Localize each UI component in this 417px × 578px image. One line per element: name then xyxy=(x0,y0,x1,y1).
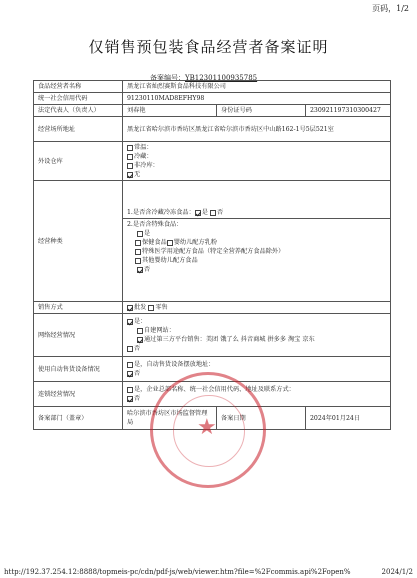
chain-label: 连锁经营情况 xyxy=(34,382,123,407)
checkbox-checked[interactable] xyxy=(127,396,133,402)
checkbox[interactable] xyxy=(127,346,133,352)
address-label: 经营场所地址 xyxy=(34,117,123,142)
category-label: 经营种类 xyxy=(34,181,123,302)
record-number: 备案编号：YB12301100935785 xyxy=(150,74,258,82)
dept-name: 哈尔滨市香坊区市场监督管理局 xyxy=(123,407,217,430)
category-content: 1.是否含冷藏冷冻食品： 是 否 2.是否含特殊食品： 是 保健食品 婴幼儿配方乳粉 特殊医学用途配方食品（特定全营养配方食品除外） 其他婴幼儿配方食品 否 xyxy=(123,181,391,302)
checkbox[interactable] xyxy=(148,305,154,311)
checkbox-checked[interactable] xyxy=(127,371,133,377)
checkbox[interactable] xyxy=(135,258,141,264)
footer-date: 2024/1/2 xyxy=(381,568,413,576)
checkbox[interactable] xyxy=(127,163,133,169)
star-icon: ★ xyxy=(197,415,217,440)
date-label: 备案日期 xyxy=(217,407,306,430)
legal-rep-label: 法定代表人（负责人） xyxy=(34,105,123,117)
warehouse-options: 常温： 冷藏： 非冷库： 无 xyxy=(123,142,391,181)
checkbox[interactable] xyxy=(135,240,141,246)
dept-label: 备案部门（盖章） xyxy=(34,407,123,430)
checkbox[interactable] xyxy=(127,145,133,151)
checkbox-checked[interactable] xyxy=(127,172,133,178)
chain-options: 是，企业总部名称、统一社会信用代码、地址及联系方式： 否 xyxy=(123,382,391,407)
checkbox[interactable] xyxy=(137,328,143,334)
credit-code: 91230110MAD8EFHY98 xyxy=(123,93,391,105)
online-options: 是： 自建网站： 通过第三方平台销售：美团 饿了么 抖音商城 拼多多 淘宝 京东 否 xyxy=(123,314,391,357)
page-number: 页码，1/2 xyxy=(372,4,409,13)
checkbox[interactable] xyxy=(127,387,133,393)
checkbox-checked[interactable] xyxy=(127,319,133,325)
sales-options: 批发 零售 xyxy=(123,302,391,314)
sales-label: 销售方式 xyxy=(34,302,123,314)
checkbox[interactable] xyxy=(127,154,133,160)
checkbox[interactable] xyxy=(135,249,141,255)
checkbox[interactable] xyxy=(210,210,216,216)
footer-url: http://192.37.254.12:8888/topmeis-pc/cdn/pdf-js/web/viewer.htm?file=%2Fcommis.api%2Fopen% xyxy=(4,568,351,576)
warehouse-label: 外设仓库 xyxy=(34,142,123,181)
record-date: 2024年01月24日 xyxy=(306,407,391,430)
document-title: 仅销售预包装食品经营者备案证明 xyxy=(88,38,329,56)
checkbox-checked[interactable] xyxy=(195,210,201,216)
checkbox-checked[interactable] xyxy=(137,267,143,273)
checkbox-checked[interactable] xyxy=(127,305,133,311)
official-seal xyxy=(150,372,266,488)
checkbox[interactable] xyxy=(167,240,173,246)
vending-options: 是，自动售货设备摆放地址： 否 xyxy=(123,357,391,382)
checkbox-checked[interactable] xyxy=(137,337,143,343)
checkbox[interactable] xyxy=(137,231,143,237)
operator-name: 黑龙江省灿烈赛斯食品科技有限公司 xyxy=(123,81,391,93)
online-label: 网络经营情况 xyxy=(34,314,123,357)
id-number: 230921197310300427 xyxy=(306,105,391,117)
id-label: 身份证号码 xyxy=(217,105,306,117)
address: 黑龙江省哈尔滨市香坊区黑龙江省哈尔滨市香坊区中山路162-1号5层521室 xyxy=(123,117,391,142)
legal-rep: 刘春艳 xyxy=(123,105,217,117)
operator-name-label: 食品经营者名称 xyxy=(34,81,123,93)
vending-label: 使用自动售货设备情况 xyxy=(34,357,123,382)
checkbox[interactable] xyxy=(127,362,133,368)
credit-code-label: 统一社会信用代码 xyxy=(34,93,123,105)
